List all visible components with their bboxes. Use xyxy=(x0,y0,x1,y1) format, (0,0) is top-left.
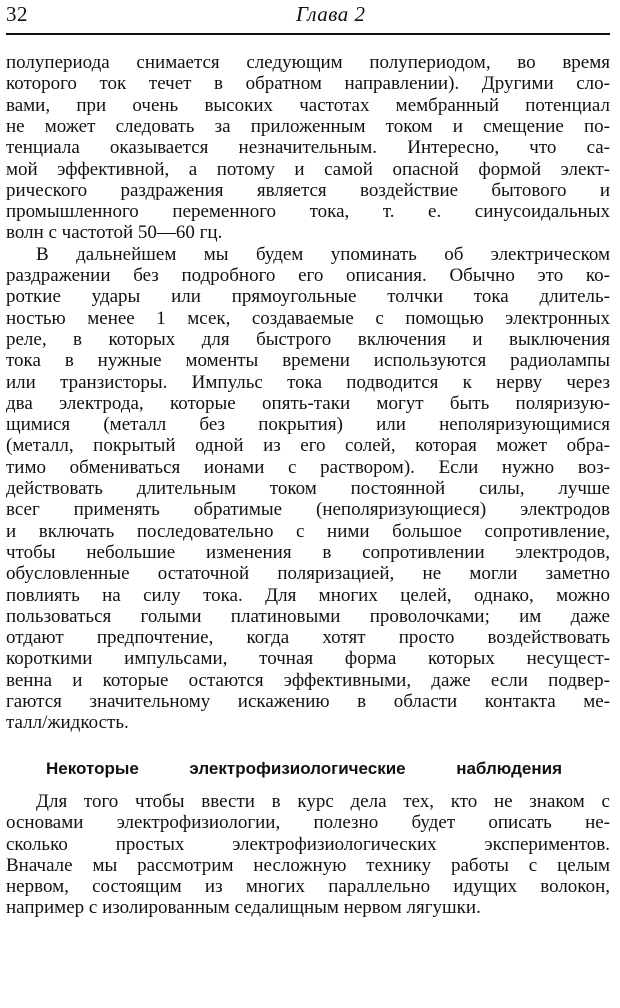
text-line: промышленного переменного тока, т. е. синусоидальных xyxy=(6,201,610,223)
text-line: не может следовать за приложенным током и смещение по- xyxy=(6,115,610,137)
text-line: обусловленные остаточной поляризацией, не могли заметно xyxy=(6,563,610,585)
text-line: тока в нужные моменты времени используются радиолампы xyxy=(6,350,610,372)
text-line: вами, при очень высоких частотах мембранный потенциал xyxy=(6,94,610,116)
text-line: всег применять обратимые (неполяризующиеся) электродов xyxy=(6,499,610,521)
header-rule xyxy=(6,33,610,35)
text-line: короткими импульсами, точная форма которых несущест- xyxy=(6,648,610,670)
text-line: мой эффективной, а потому и самой опасной формой элект- xyxy=(6,158,610,180)
text-line: нервом, состоящим из многих параллельно идущих волокон, xyxy=(6,876,610,898)
text-line: или транзисторы. Импульс тока подводится к нерву через xyxy=(6,371,610,393)
text-line: роткие удары или прямоугольные толчки тока длитель- xyxy=(6,286,610,308)
text-line: гаются значительному искажению в области контакта ме- xyxy=(6,691,610,712)
page-header xyxy=(6,0,610,32)
text-line: (металл, покрытый одной из его солей, которая может обра- xyxy=(6,435,610,457)
chapter-running-head: Глава 2 xyxy=(296,2,366,26)
text-line: действовать длительным током постоянной силы, лучше xyxy=(6,478,610,499)
text-line: чтобы небольшие изменения в сопротивлении электродов, xyxy=(6,541,610,563)
text-line: и включать последовательно с ними большое сопротивление, xyxy=(6,520,610,542)
page-number: 32 xyxy=(6,2,28,26)
text-line: ностью менее 1 мсек, создаваемые с помощью электронных xyxy=(6,307,610,329)
text-line: например с изолированным седалищным нервом лягушки. xyxy=(6,897,481,919)
text-line: раздражении без подробного его описания. Обычно это ко- xyxy=(6,265,610,286)
text-line: тимо обмениваться ионами с раствором). Если нужно воз- xyxy=(6,456,610,478)
text-line: отдают предпочтение, когда хотят просто воздействовать xyxy=(6,627,610,649)
text-line: Вначале мы рассмотрим несложную технику работы с целым xyxy=(6,854,610,876)
text-line: пользоваться голыми платиновыми проволочками; им даже xyxy=(6,605,610,627)
text-line: реле, в которых для быстрого включения и выключения xyxy=(6,328,610,350)
text-line: венна и которые остаются эффективными, даже если подвер- xyxy=(6,669,610,691)
text-line: которого ток течет в обратном направлении). Другими сло- xyxy=(6,73,610,95)
text-line: повлиять на силу тока. Для многих целей, однако, можно xyxy=(6,584,610,606)
text-line: щимися (металл без покрытия) или неполяризующимися xyxy=(6,414,610,436)
text-line: полупериода снимается следующим полупериодом, во время xyxy=(6,52,610,73)
text-line: два электрода, которые опять-таки могут быть поляризую- xyxy=(6,392,610,414)
text-line: основами электрофизиологии, полезно будет описать не- xyxy=(6,812,610,834)
section-heading: Некоторые электрофизиологические наблюдения xyxy=(46,758,562,778)
text-line: талл/жидкость. xyxy=(6,712,129,734)
text-line: рического раздражения является воздействие бытового и xyxy=(6,179,610,201)
text-line: сколько простых электрофизиологических экспериментов. xyxy=(6,833,610,855)
text-line: Для того чтобы ввести в курс дела тех, кто не знаком с xyxy=(36,790,610,812)
text-line: В дальнейшем мы будем упоминать об электрическом xyxy=(36,243,610,265)
text-line: тенциала оказывается незначительным. Интересно, что са- xyxy=(6,137,610,159)
text-line: волн с частотой 50—60 гц. xyxy=(6,222,223,244)
